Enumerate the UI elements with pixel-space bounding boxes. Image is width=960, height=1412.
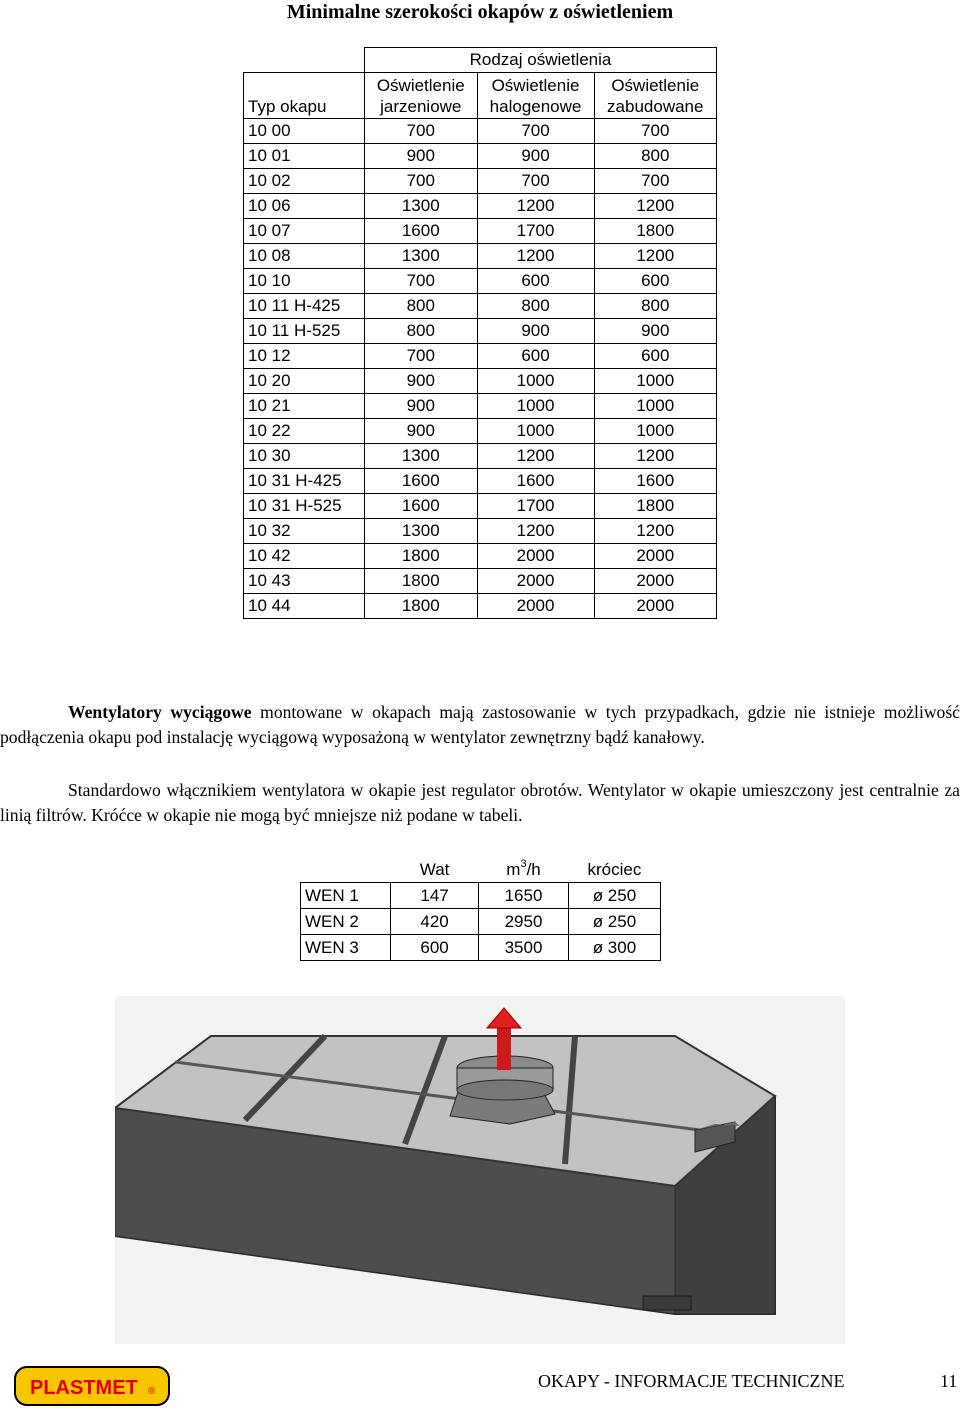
hood-type-cell: 10 21 [244, 394, 365, 419]
hood-type-cell: 10 11 H-425 [244, 294, 365, 319]
lighting-type-header: Rodzaj oświetlenia [365, 48, 717, 73]
width-cell: 1000 [594, 369, 716, 394]
width-cell: 1600 [594, 469, 716, 494]
column-header-built-in: Oświetlenie zabudowane [594, 73, 716, 119]
width-cell: 700 [365, 344, 478, 369]
width-cell: 800 [594, 294, 716, 319]
width-cell: 1800 [365, 544, 478, 569]
column-header-halogen: Oświetlenie halogenowe [477, 73, 594, 119]
width-cell: 2000 [477, 544, 594, 569]
column-header-outlet: króciec [568, 857, 660, 883]
width-cell: 2000 [594, 594, 716, 619]
table-row [301, 883, 661, 909]
width-cell: 1800 [365, 569, 478, 594]
hood-type-cell: 10 12 [244, 344, 365, 369]
width-cell: 1000 [594, 419, 716, 444]
table-row [244, 569, 717, 594]
svg-text:PLASTMET: PLASTMET [30, 1377, 138, 1399]
width-cell: 1000 [477, 369, 594, 394]
fan-value-cell: 2950 [479, 909, 569, 935]
fan-placement-text: Standardowo włącznikiem wentylatora w okapie jest regulator obrotów. Wentylator w okapie umieszczony jest centralnie za linią filtrów. Króćce w okapie nie mogą być mniejsze niż podane w tabeli. [0, 780, 960, 825]
fan-value-cell: 3500 [479, 935, 569, 961]
width-cell: 800 [365, 319, 478, 344]
column-header-watt: Wat [390, 857, 478, 883]
width-cell: 1000 [477, 419, 594, 444]
table-row [244, 369, 717, 394]
hood-type-cell: 10 30 [244, 444, 365, 469]
width-cell: 1200 [477, 244, 594, 269]
table-row [244, 194, 717, 219]
hood-type-cell: 10 00 [244, 119, 365, 144]
fan-value-cell: ø 250 [568, 909, 660, 935]
page-title: Minimalne szerokości okapów z oświetleniem [286, 1, 674, 23]
fan-model-cell: WEN 2 [301, 909, 391, 935]
width-cell: 1200 [594, 244, 716, 269]
table-row [244, 219, 717, 244]
column-header-hood-type: Typ okapu [244, 73, 365, 119]
hood-type-cell: 10 43 [244, 569, 365, 594]
width-cell: 1600 [365, 494, 478, 519]
table-row [244, 119, 717, 144]
width-cell: 800 [477, 294, 594, 319]
width-cell: 900 [477, 144, 594, 169]
table-row [244, 444, 717, 469]
table-row [244, 294, 717, 319]
plastmet-logo [14, 1366, 170, 1406]
width-cell: 1800 [594, 494, 716, 519]
width-cell: 2000 [594, 544, 716, 569]
svg-text:®: ® [148, 1386, 156, 1397]
fan-value-cell: 420 [390, 909, 478, 935]
fan-description-text: montowane w okapach mają zastosowanie w tych przypadkach, gdzie nie istnieje możliwość podłączenia okapu pod instalację wyciągową wyposażoną w wentylator zewnętrzny bądź kanałowy. [0, 702, 960, 747]
hood-type-cell: 10 22 [244, 419, 365, 444]
table-row [301, 935, 661, 961]
hood-type-cell: 10 11 H-525 [244, 319, 365, 344]
fan-value-cell: 147 [390, 883, 478, 909]
table-row [244, 494, 717, 519]
table-row [244, 394, 717, 419]
width-cell: 600 [594, 269, 716, 294]
fan-spec-table [300, 857, 661, 961]
hood-type-cell: 10 08 [244, 244, 365, 269]
width-cell: 800 [365, 294, 478, 319]
width-cell: 1300 [365, 194, 478, 219]
hood-type-cell: 10 31 H-525 [244, 494, 365, 519]
width-cell: 1800 [594, 219, 716, 244]
width-cell: 900 [365, 419, 478, 444]
width-cell: 1200 [477, 519, 594, 544]
width-cell: 700 [594, 119, 716, 144]
width-cell: 2000 [594, 569, 716, 594]
width-cell: 1300 [365, 444, 478, 469]
width-cell: 1700 [477, 219, 594, 244]
width-cell: 1200 [594, 444, 716, 469]
width-cell: 900 [594, 319, 716, 344]
fan-value-cell: ø 250 [568, 883, 660, 909]
hood-type-cell: 10 31 H-425 [244, 469, 365, 494]
hood-render-svg [115, 996, 845, 1344]
width-cell: 2000 [477, 569, 594, 594]
table-row [244, 469, 717, 494]
hood-type-cell: 10 42 [244, 544, 365, 569]
table-row [301, 909, 661, 935]
width-cell: 600 [594, 344, 716, 369]
fan-model-cell: WEN 3 [301, 935, 391, 961]
table-row [244, 169, 717, 194]
width-cell: 2000 [477, 594, 594, 619]
page-number: 11 [940, 1371, 958, 1391]
footer-doc-title: OKAPY - INFORMACJE TECHNICZNE [538, 1371, 845, 1391]
hood-type-cell: 10 20 [244, 369, 365, 394]
width-cell: 900 [477, 319, 594, 344]
column-header-airflow: $m^3/h$ [479, 857, 569, 883]
fan-model-cell: WEN 1 [301, 883, 391, 909]
fan-placement-paragraph [0, 778, 960, 828]
fan-description-paragraph [0, 700, 960, 750]
width-cell: 1200 [477, 444, 594, 469]
hood-type-cell: 10 02 [244, 169, 365, 194]
table-row [244, 269, 717, 294]
width-cell: 600 [477, 344, 594, 369]
width-cell: 900 [365, 394, 478, 419]
width-cell: 700 [477, 169, 594, 194]
width-cell: 1600 [477, 469, 594, 494]
width-cell: 1000 [594, 394, 716, 419]
width-cell: 1200 [594, 194, 716, 219]
fan-value-cell: 1650 [479, 883, 569, 909]
table-row [244, 244, 717, 269]
column-header-fluorescent: Oświetlenie jarzeniowe [365, 73, 478, 119]
table-row [244, 594, 717, 619]
hood-type-cell: 10 44 [244, 594, 365, 619]
table-row [244, 519, 717, 544]
table-row [244, 419, 717, 444]
table-row [244, 319, 717, 344]
width-cell: 1300 [365, 244, 478, 269]
hood-type-cell: 10 01 [244, 144, 365, 169]
hood-type-cell: 10 06 [244, 194, 365, 219]
table-row [244, 344, 717, 369]
width-cell: 600 [477, 269, 594, 294]
width-cell: 800 [594, 144, 716, 169]
hood-type-cell: 10 07 [244, 219, 365, 244]
hood-type-cell: 10 10 [244, 269, 365, 294]
width-cell: 1600 [365, 219, 478, 244]
width-cell: 1800 [365, 594, 478, 619]
width-cell: 1200 [477, 194, 594, 219]
fan-value-cell: 600 [390, 935, 478, 961]
width-cell: 1600 [365, 469, 478, 494]
lighting-width-table [243, 47, 717, 619]
fan-value-cell: ø 300 [568, 935, 660, 961]
width-cell: 900 [365, 369, 478, 394]
width-cell: 700 [365, 119, 478, 144]
table-row [244, 544, 717, 569]
fan-heading-bold: Wentylatory wyciągowe [68, 702, 252, 722]
width-cell: 1700 [477, 494, 594, 519]
table-row [244, 144, 717, 169]
width-cell: 900 [365, 144, 478, 169]
width-cell: 1200 [594, 519, 716, 544]
width-cell: 700 [365, 169, 478, 194]
width-cell: 700 [594, 169, 716, 194]
width-cell: 700 [365, 269, 478, 294]
width-cell: 1300 [365, 519, 478, 544]
hood-3d-render-icon [115, 996, 845, 1344]
width-cell: 1000 [477, 394, 594, 419]
hood-type-cell: 10 32 [244, 519, 365, 544]
width-cell: 700 [477, 119, 594, 144]
